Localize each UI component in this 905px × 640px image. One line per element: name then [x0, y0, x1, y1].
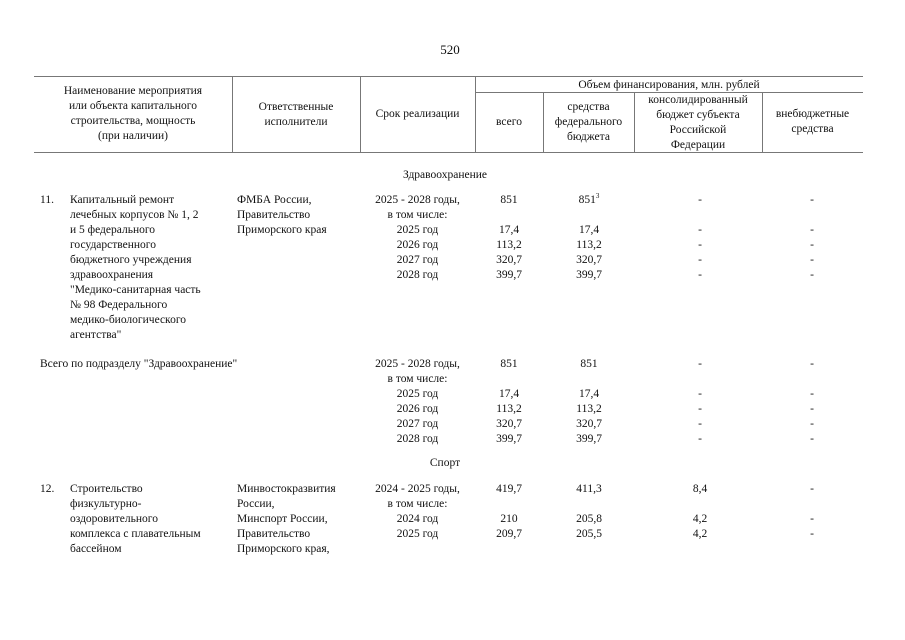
- row-name: Строительство физкультурно- оздоровительного комплекса с плавательным бассейном: [70, 483, 201, 555]
- row-number: 12.: [40, 483, 55, 495]
- row-regional: 8,4 4,2 4,2: [692, 483, 708, 540]
- row-total: 419,7 210 209,7: [496, 483, 522, 540]
- row-federal: $851^3$ 17,4 113,2 320,7 399,7: [576, 192, 602, 281]
- header-funding-group: Объем финансирования, млн. рублей: [578, 79, 760, 91]
- row-total: 851 17,4 113,2 320,7 399,7: [496, 194, 522, 281]
- subtotal-federal: 851 17,4 113,2 320,7 399,7: [576, 358, 602, 445]
- row-responsible: ФМБА России, Правительство Приморского края: [237, 194, 327, 236]
- table-top-border: [34, 76, 863, 77]
- row-extra: - - - - -: [810, 194, 814, 281]
- subtotal-label: Всего по подразделу "Здравоохранение": [40, 358, 238, 370]
- header-total: всего: [496, 116, 522, 128]
- header-extra: внебюджетные средства: [775, 108, 850, 135]
- header-federal: средства федерального бюджета: [554, 101, 623, 143]
- header-name: Наименование мероприятия или объекта капитального строительства, мощность (при наличии): [63, 85, 203, 142]
- subtotal-period: 2025 - 2028 годы, в том числе: 2025 год 2026 год 2027 год 2028 год: [375, 358, 460, 445]
- row-federal: 411,3 205,8 205,5: [576, 483, 602, 540]
- row-responsible: Минвостокразвития России, Минспорт России, Правительство Приморского края,: [237, 483, 336, 555]
- section-title-sport: Спорт: [429, 457, 461, 469]
- row-period: 2024 - 2025 годы, в том числе: 2024 год 2025 год: [375, 483, 460, 540]
- row-regional: - - - - -: [698, 194, 702, 281]
- subtotal-regional: - - - - -: [698, 358, 702, 445]
- row-number: 11.: [40, 194, 54, 206]
- subtotal-total: 851 17,4 113,2 320,7 399,7: [496, 358, 522, 445]
- footnote-marker: 3: [595, 192, 600, 201]
- section-title-health: Здравоохранение: [402, 169, 488, 181]
- header-period: Срок реализации: [375, 108, 460, 120]
- header-responsible: Ответственные исполнители: [258, 101, 334, 128]
- row-period: 2025 - 2028 годы, в том числе: 2025 год 2026 год 2027 год 2028 год: [375, 194, 460, 281]
- row-name: Капитальный ремонт лечебных корпусов № 1, 2 и 5 федерального государственного бюджетного учреждения здравоохранения "Медико-санитарная часть № 98 Федерального медико-биологического агентства": [70, 194, 201, 341]
- row-extra: - - -: [810, 483, 814, 540]
- subtotal-extra: - - - - -: [810, 358, 814, 445]
- header-regional: консолидированный бюджет субъекта Российской Федерации: [648, 94, 748, 151]
- page-number: 520: [440, 42, 460, 57]
